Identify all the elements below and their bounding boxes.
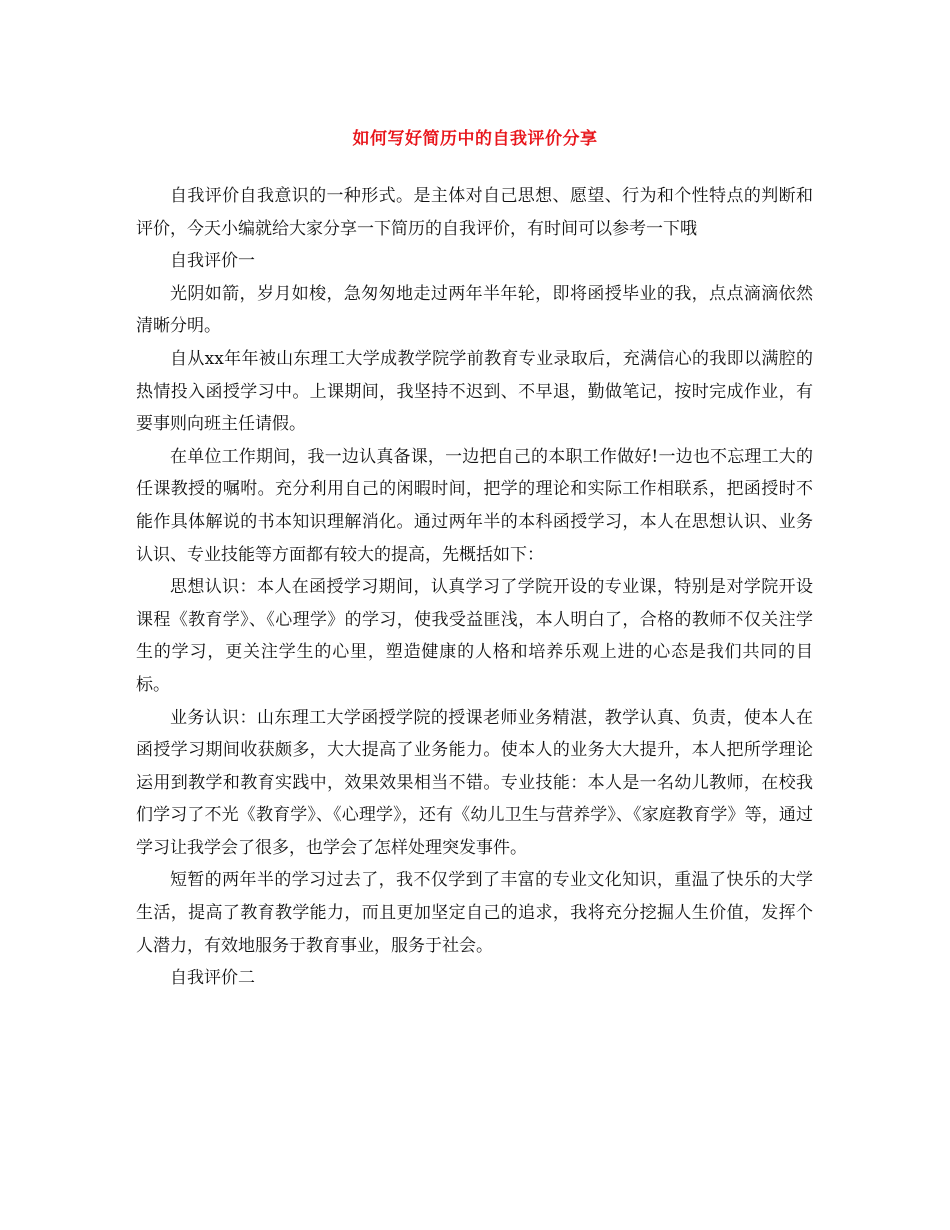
paragraph-intro: 自我评价自我意识的一种形式。是主体对自己思想、愿望、行为和个性特点的判断和评价，今天小编就给大家分享一下简历的自我评价，有时间可以参考一下哦 [136,186,813,239]
paragraph: 短暂的两年半的学习过去了，我不仅学到了丰富的专业文化知识，重温了快乐的大学生活，提高了教育教学能力，而且更加坚定自己的追求，我将充分挖掘人生价值，发挥个人潜力，有效地服务于教育事业，服务于社会。 [136,870,813,956]
paragraph: 在单位工作期间，我一边认真备课，一边把自己的本职工作做好!一边也不忘理工大的任课教授的嘱咐。充分利用自己的闲暇时间，把学的理论和实际工作相联系，把函授时不能作具体解说的书本知识理解消化。通过两年半的本科函授学习，本人在思想认识、业务认识、专业技能等方面都有较大的提高，先概括如下： [136,446,813,565]
paragraph: 自从xx年年被山东理工大学成教学院学前教育专业录取后，充满信心的我即以满腔的热情投入函授学习中。上课期间，我坚持不迟到、不早退，勤做笔记，按时完成作业，有要事则向班主任请假。 [136,348,813,435]
section-heading-evaluation-one: 自我评价一 [170,251,255,272]
paragraph: 光阴如箭，岁月如梭，急匆匆地走过两年半年轮，即将函授毕业的我，点点滴滴依然清晰分明。 [136,283,813,337]
document-title: 如何写好简历中的自我评价分享 [352,129,598,149]
paragraph: 业务认识：山东理工大学函授学院的授课老师业务精湛，教学认真、负责，使本人在函授学习期间收获颇多，大大提高了业务能力。使本人的业务大大提升，本人把所学理论运用到教学和教育实践中，效果效果相当不错。专业技能：本人是一名幼儿教师，在校我们学习了不光《教育学》、《心理学》，还有《幼儿卫生与营养学》、《家庭教育学》等，通过学习让我学会了很多，也学会了怎样处理突发事件。 [136,707,813,858]
document-body [136,180,813,995]
paragraph: 思想认识：本人在函授学习期间，认真学习了学院开设的专业课，特别是对学院开设课程《教育学》、《心理学》的学习，使我受益匪浅，本人明白了，合格的教师不仅关注学生的学习，更关注学生的心里，塑造健康的人格和培养乐观上进的心态是我们共同的目标。 [136,577,813,695]
section-heading-evaluation-two: 自我评价二 [170,968,255,989]
